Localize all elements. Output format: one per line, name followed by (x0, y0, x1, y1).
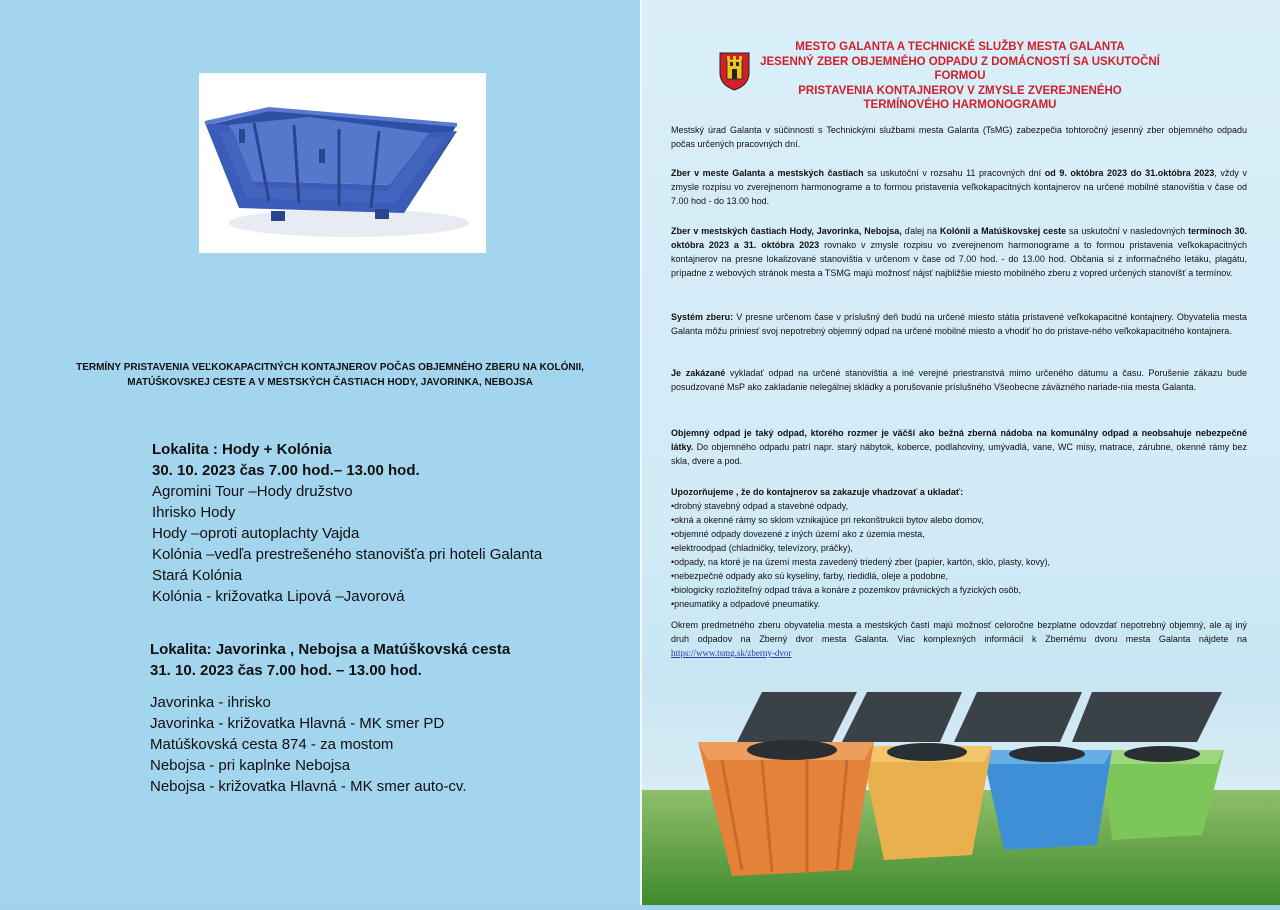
bold-text: Zber v meste Galanta a mestských častiach (671, 168, 864, 178)
list-item: •objemné odpady dovezené z iných území ako z územia mesta, (671, 529, 925, 539)
list-item: •biologicky rozložiteľný odpad tráva a konáre z pozemkov právnických a fyzických osôb, (671, 585, 1021, 595)
location-item: Nebojsa - pri kaplnke Nebojsa (150, 757, 351, 774)
flyer-title-line: TERMÍNOVÉHO HARMONOGRAMU (863, 99, 1057, 111)
collection-yard-paragraph (671, 618, 1247, 660)
flyer-title-line: PRISTAVENIA KONTAJNEROV V ZMYSLE ZVEREJNENÉHO (798, 84, 1122, 97)
container-icon (199, 73, 486, 253)
flyer-title-line: MESTO GALANTA A TECHNICKÉ SLUŽBY MESTA GALANTA (795, 41, 1125, 53)
list-item: •odpady, na ktoré je na území mesta zavedený triedený zber (papier, kartón, sklo, plasty, kovy), (671, 557, 1051, 567)
intro-paragraph: Mestský úrad Galanta v súčinnosti s Technickými službami mesta Galanta (TsMG) zabezpečia tohtoročný jesenný zber objemného odpadu počas určených pracovných dní. (671, 125, 1247, 149)
bold-text: Kolónii a Matúškovskej ceste (939, 226, 1067, 236)
location-item: Kolónia –vedľa prestrešeného stanovišťa pri hoteli Galanta (152, 546, 543, 563)
text: V presne určenom čase v príslušný deň budú na určené miesto státia pristavené veľkokapacitné kontajnery. Obyvatelia mesta Galanta môžu priniesť svoj nepotrebný objemný odpad na určené mobilné miesto a vhodiť ho do pristave-ného veľkokapacitného kontajnera. (671, 312, 1247, 336)
location-item: Javorinka - križovatka Hlavná - MK smer PD (150, 715, 445, 732)
location-date: 31. 10. 2023 čas 7.00 hod. – 13.00 hod. (150, 662, 422, 679)
bulky-waste-definition-paragraph (671, 426, 1247, 468)
text: sa uskutoční v rozsahu 11 pracovných dní (863, 168, 1045, 178)
schedule-heading-line1: TERMÍNY PRISTAVENIA VEĽKOKAPACITNÝCH KONTAJNEROV POČAS OBJEMNÉHO ZBERU NA KOLÓNII, (76, 362, 584, 373)
bold-text: termínoch 30. októbra 2023 a 31. októbra 2023 (671, 226, 1247, 250)
schedule-heading (60, 360, 600, 390)
left-page (0, 0, 640, 905)
list-item: •drobný stavebný odpad a stavebné odpady, (671, 501, 849, 511)
list-item: •pneumatiky a odpadové pneumatiky. (671, 599, 821, 609)
bold-text: Zber v mestských častiach Hody, Javorinka, Nebojsa, (671, 226, 902, 236)
text: ďalej na (901, 226, 940, 236)
text: , vždy v zmysle rozpisu vo zverejnenom harmonograme a to formou pristavenia veľkokapacitných kontajnerov na určené mobilné stanovištia v čase od 7.00 hod - do 13.00 hod. (671, 168, 1247, 206)
location-title: Lokalita: Javorinka , Nebojsa a Matúškovská cesta (150, 641, 511, 658)
location-item: Kolónia - križovatka Lipová –Javorová (152, 588, 405, 605)
forbidden-items-list (671, 485, 1247, 611)
bold-text: Je zakázané (671, 368, 726, 378)
prohibition-paragraph (671, 366, 1247, 394)
location-list-javorinka-nebojsa (150, 692, 467, 797)
location-block-hody-kolonia (152, 439, 542, 607)
collection-districts-paragraph (671, 224, 1247, 280)
text: Okrem predmetného zberu obyvatelia mesta a mestských častí majú možnosť celoročne bezplatne odovzdať nepotrebný objemný, ale aj iný druh odpadov na Zberný dvor mesta Galanta. Viac komplexných informácií k Zbernému dvoru mesta Galanta nájdete na (671, 620, 1247, 644)
text: sa uskutoční v nasledovných (1066, 226, 1189, 236)
schedule-heading-line2: MATÚŠKOVSKEJ CESTE A V MESTSKÝCH ČASTIACH HODY, JAVORINKA, NEBOJSA (127, 377, 533, 388)
location-item: Javorinka - ihrisko (150, 694, 271, 711)
location-item: Hody –oproti autoplachty Vajda (152, 525, 360, 542)
location-item: Agromini Tour –Hody družstvo (152, 483, 353, 500)
bold-text: Objemný odpad je taký odpad, ktorého rozmer je väčší ako bežná zberná nádoba na komunálny odpad a neobsahuje nebezpečné látky. (671, 428, 1247, 452)
flyer-title (740, 40, 1180, 113)
flyer-title-line: JESENNÝ ZBER OBJEMNÉHO ODPADU Z DOMÁCNOSTÍ SA USKUTOČNÍ FORMOU (760, 55, 1160, 82)
list-item: •okná a okenné rámy so sklom vznikajúce pri rekonštrukcii bytov alebo domov, (671, 515, 984, 525)
bold-text: Systém zberu: (671, 312, 734, 322)
list-item: •elektroodpad (chladničky, televízory, práčky), (671, 543, 853, 553)
location-item: Stará Kolónia (152, 567, 243, 584)
text: Do objemného odpadu patrí napr. starý nábytok, koberce, podlahoviny, umývadlá, vane, WC misy, matrace, zárubne, okenné rámy bez skla, dvere a pod. (671, 442, 1247, 466)
bold-text: od 9. októbra 2023 do 31.októbra 2023 (1044, 168, 1215, 178)
location-title: Lokalita : Hody + Kolónia (152, 441, 332, 458)
collection-yard-link[interactable]: https://www.tsmg.sk/zberny-dvor (671, 648, 792, 658)
text: rovnako v zmysle rozpisu vo zverejnenom harmonograme a to formou pristavenia veľkokapacitných kontajnerov na presne lokalizované stanovištia v určenom v čase od 7.00 hod. - do 13.00 hod. Občania si z informačného letáku, plagátu, prípadne z webových stránok mesta a TSMG majú možnosť nájsť najbližšie miesto mobilného zberu z vopred určených stanovíšť a termínov. (671, 240, 1247, 278)
colored-skip-containers-on-grass-image (642, 680, 1280, 905)
location-item: Ihrisko Hody (152, 504, 236, 521)
text: vykladať odpad na určené stanovištia a iné verejné priestranstvá mimo určeného dátumu a času. Porušenie zákazu bude posudzované MsP ako zakladanie nelegálnej skládky a porušovanie príslušného Všeobecne záväzného nariade-nia mesta Galanta. (671, 368, 1247, 392)
location-item: Nebojsa - križovatka Hlavná - MK smer auto-cv. (150, 778, 467, 795)
blue-skip-container-image (199, 73, 486, 253)
location-item: Matúškovská cesta 874 - za mostom (150, 736, 394, 753)
list-item: •nebezpečné odpady ako sú kyseliny, farby, riedidlá, oleje a podobne, (671, 571, 949, 581)
location-date: 30. 10. 2023 čas 7.00 hod.– 13.00 hod. (152, 462, 420, 479)
collection-system-paragraph (671, 310, 1247, 338)
location-block-javorinka-nebojsa (150, 639, 510, 681)
collection-city-paragraph (671, 166, 1247, 208)
forbidden-items-heading: Upozorňujeme , že do kontajnerov sa zakazuje vhadzovať a ukladať: (671, 487, 964, 497)
